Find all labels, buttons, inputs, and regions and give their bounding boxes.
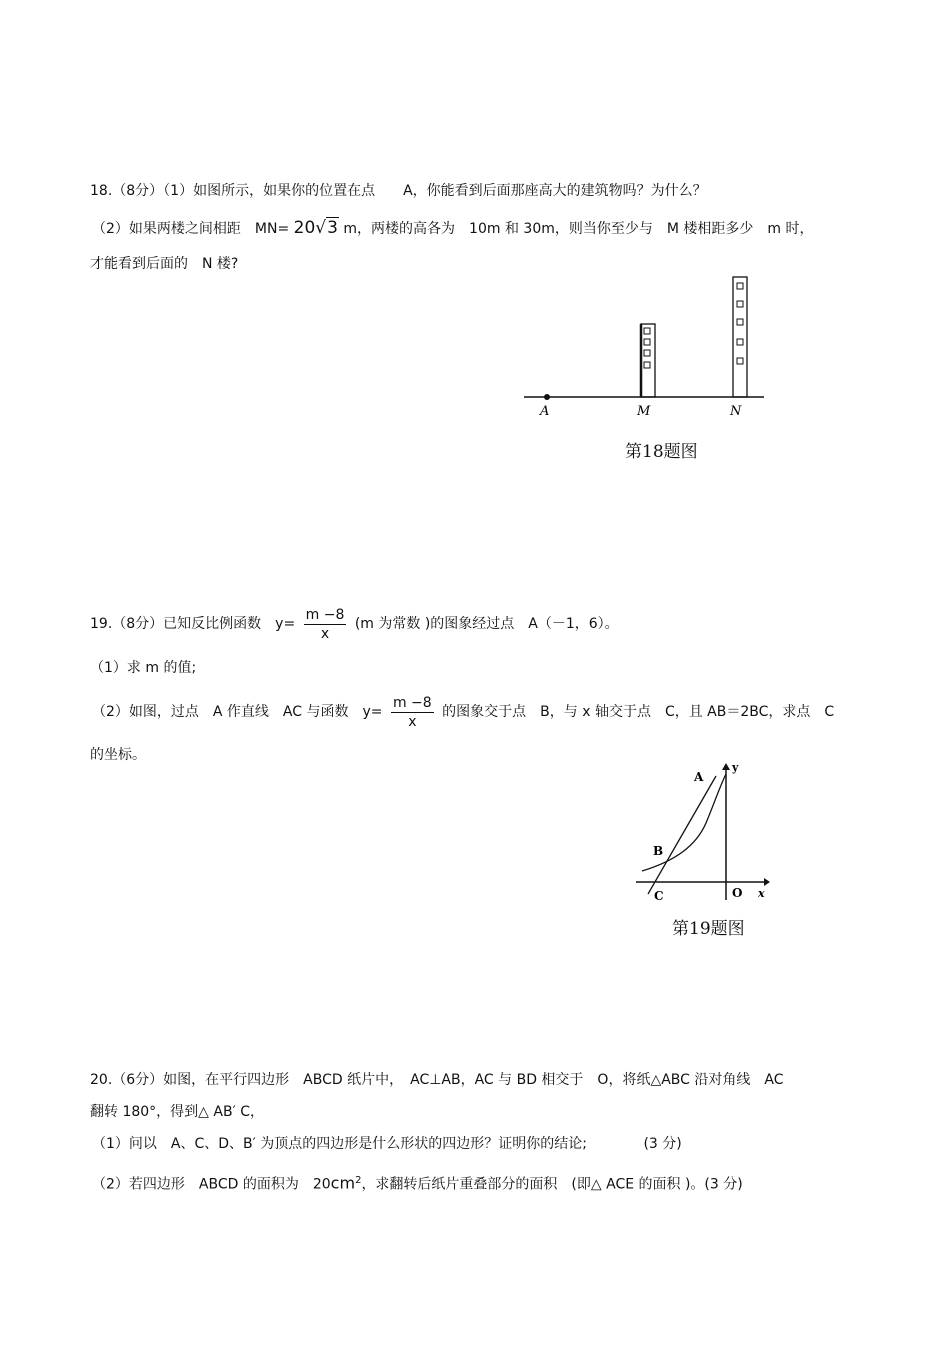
- label-c: C: [654, 889, 664, 903]
- q19-line-2: （1）求 m 的值;: [90, 660, 197, 676]
- q19-line-1: [90, 604, 619, 644]
- q19-line-3-prefix: （2）如图，过点 A 作直线 AC 与函数 y=: [92, 704, 383, 720]
- label-o: O: [732, 886, 743, 900]
- building-n-window: [737, 339, 743, 345]
- q20-line-4: [92, 1171, 743, 1195]
- line-ac: [648, 776, 716, 894]
- building-m: [641, 324, 655, 397]
- q19-caption: 第19题图: [672, 919, 745, 939]
- y-axis-arrow-icon: [722, 763, 730, 770]
- building-n-window: [737, 301, 743, 307]
- q19-line-1-suffix: (m 为常数 )的图象经过点 A（－1，6）。: [354, 616, 619, 632]
- label-b: B: [653, 844, 664, 858]
- building-n-window: [737, 358, 743, 364]
- q19-line-3-suffix: 的图象交于点 B，与 x 轴交于点 C，且 AB＝2BC，求点 C: [442, 704, 835, 720]
- building-n-window: [737, 283, 743, 289]
- q20-line-4-prefix: （2）若四边形 ABCD 的面积为 20: [92, 1176, 331, 1193]
- building-m-window: [644, 362, 650, 368]
- fraction-numerator: m −8: [392, 694, 432, 711]
- building-n: [733, 277, 747, 397]
- q19-line-4: 的坐标。: [90, 747, 146, 763]
- label-a: A: [540, 404, 550, 419]
- q19-line-1-prefix: 19.（8分）已知反比例函数 y=: [90, 616, 296, 632]
- fraction: [304, 606, 347, 643]
- sqrt-radicand: 3: [327, 218, 338, 238]
- building-m-window: [644, 350, 650, 356]
- label-m: M: [637, 404, 651, 419]
- q20-line-3-score: (3 分): [643, 1136, 682, 1152]
- q18-caption: 第18题图: [625, 442, 698, 462]
- q18-line-1: 18.（8分）（1）如图所示，如果你的位置在点 A，你能看到后面那座高大的建筑物吗？为什么？: [90, 183, 707, 199]
- building-n-window: [737, 319, 743, 325]
- q20-line-3-text: （1）问以 A、C、D、B′ 为顶点的四边形是什么形状的四边形？证明你的结论;: [92, 1136, 587, 1152]
- label-n: N: [730, 404, 742, 419]
- label-a: A: [694, 770, 704, 784]
- area-unit-exponent: 2: [355, 1175, 362, 1186]
- q20-line-1: 20.（6分）如图，在平行四边形 ABCD 纸片中， AC⊥AB，AC 与 BD 相交于 O，将纸△ABC 沿对角线 AC: [90, 1072, 784, 1088]
- area-unit: cm: [330, 1173, 356, 1193]
- q20-line-3: [92, 1134, 682, 1154]
- q18-line-2: [92, 218, 813, 239]
- q18-figure: [520, 270, 770, 420]
- fraction-denominator: x: [320, 625, 330, 642]
- q18-line-2-prefix: （2）如果两楼之间相距 MN=: [92, 221, 290, 237]
- fraction-numerator: m −8: [305, 606, 345, 623]
- sqrt-coefficient: 20: [293, 218, 316, 238]
- sqrt-expression: 20√3: [293, 218, 338, 238]
- q18-line-3: 才能看到后面的 N 楼?: [90, 256, 239, 272]
- point-a-dot: [544, 394, 550, 400]
- q19-figure: [630, 758, 780, 908]
- fraction: [391, 694, 434, 731]
- fraction-denominator: x: [408, 713, 417, 730]
- q20-line-2: 翻转 180°，得到△ AB′ C，: [90, 1104, 264, 1120]
- q19-line-3: [92, 692, 834, 732]
- q18-line-2-suffix: m，两楼的高各为 10m 和 30m，则当你至少与 M 楼相距多少 m 时，: [343, 221, 814, 237]
- building-m-window: [644, 339, 650, 345]
- x-axis-arrow-icon: [764, 878, 770, 886]
- label-y: y: [732, 761, 739, 774]
- q20-line-4-suffix: ，求翻转后纸片重叠部分的面积 (即△ ACE 的面积 )。(3 分): [361, 1176, 743, 1193]
- building-m-window: [644, 328, 650, 334]
- label-x: x: [758, 887, 765, 900]
